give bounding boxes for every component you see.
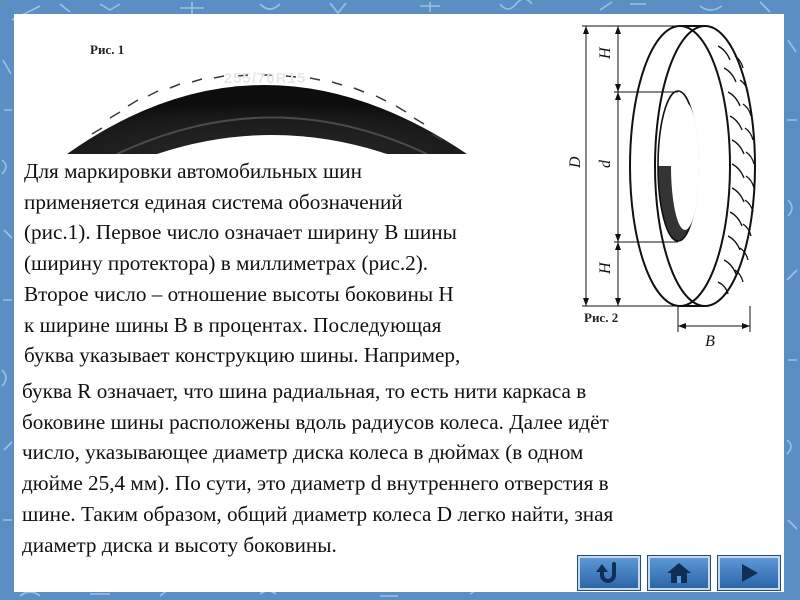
text-line: буква указывает конструкцию шины. Например, xyxy=(24,343,461,368)
figure-2-caption: Рис. 2 xyxy=(584,310,619,325)
text-line: Для маркировки автомобильных шин xyxy=(24,159,362,183)
back-button[interactable] xyxy=(578,556,640,590)
figure-1-tire-photo xyxy=(62,26,472,154)
explanation-paragraph xyxy=(22,376,782,560)
text-line: (ширину протектора) в миллиметрах (рис.2). xyxy=(24,251,429,276)
text-line: боковине шины расположены вдоль радиусов колеса. Далее идёт xyxy=(22,409,609,434)
dimension-label-d-inner: d xyxy=(597,160,614,168)
figure-2-tire-diagram xyxy=(560,16,775,356)
intro-paragraph xyxy=(24,156,584,371)
dimension-label-h-top: H xyxy=(597,47,614,59)
text-line: применяется единая система обозначений xyxy=(24,189,403,214)
text-line: (рис.1). Первое число означает ширину B шины xyxy=(24,220,457,245)
text-line: Второе число – отношение высоты боковины H xyxy=(24,281,454,306)
tire-marking-label: 255/70R15 xyxy=(223,70,307,87)
text-line: число, указывающее диаметр диска колеса в дюймах (в одном xyxy=(22,440,584,465)
dimension-label-b: B xyxy=(705,333,715,350)
dimension-label-d-outer: D xyxy=(567,156,584,168)
text-line: шине. Таким образом, общий диаметр колеса D легко найти, зная xyxy=(22,501,614,526)
return-arrow-icon xyxy=(594,561,624,585)
text-line: к ширине шины B в процентах. Последующая xyxy=(24,312,442,337)
dimension-label-h-bottom: H xyxy=(597,262,614,274)
play-arrow-icon xyxy=(734,561,764,585)
text-line: буква R означает, что шина радиальная, то есть нити каркаса в xyxy=(22,379,587,403)
home-button[interactable] xyxy=(648,556,710,590)
text-line: дюйме 25,4 мм). По сути, это диаметр d внутреннего отверстия в xyxy=(22,471,609,496)
next-button[interactable] xyxy=(718,556,780,590)
text-line: диаметр диска и высоту боковины. xyxy=(22,532,337,557)
figure-1-caption: Рис. 1 xyxy=(90,42,125,57)
home-icon xyxy=(664,561,694,585)
